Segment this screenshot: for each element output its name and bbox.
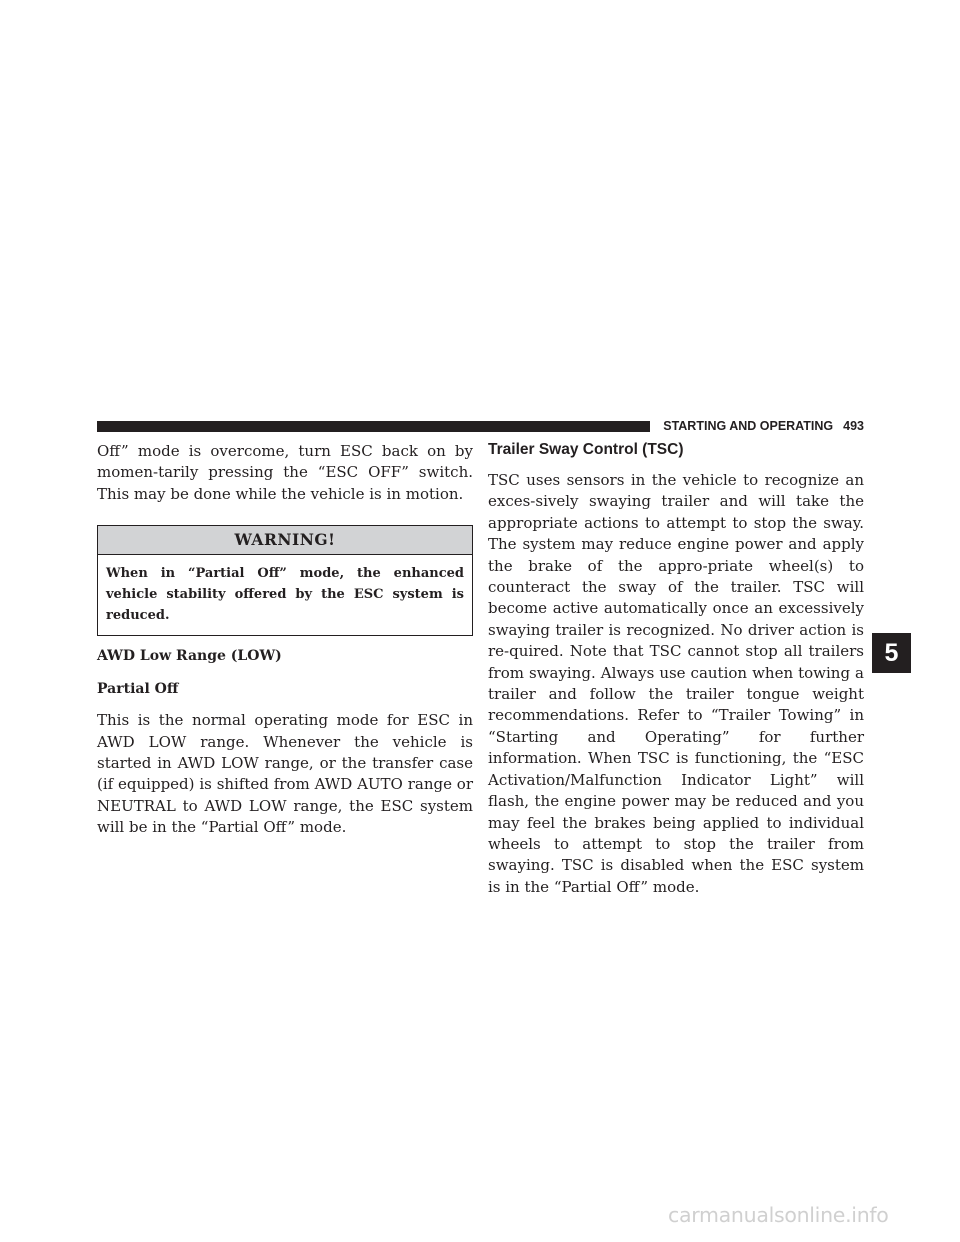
intro-paragraph: Off” mode is overcome, turn ESC back on by momen-tarily pressing the “ESC OFF” switch. This may be done while the vehicle is in motion. [97, 442, 473, 503]
header-rule [97, 421, 650, 432]
running-header [660, 418, 864, 434]
warning-box [97, 525, 473, 636]
warning-title: WARNING! [98, 526, 472, 555]
section-name: STARTING AND OPERATING [663, 419, 834, 433]
subheading-partial-off: Partial Off [97, 681, 179, 698]
right-column [488, 441, 864, 898]
subheading-awd-low-range: AWD Low Range (LOW) [97, 648, 282, 665]
left-column [97, 441, 473, 839]
page-number: 493 [843, 419, 864, 433]
warning-text: When in “Partial Off” mode, the enhanced vehicle stability offered by the ESC system is reduced. [106, 566, 464, 624]
tsc-paragraph: TSC uses sensors in the vehicle to recognize an exces-sively swaying trailer and will take the appropriate actions to attempt to stop the sway. The system may reduce engine power and apply the brake of the appro-priate wheel(s) to counteract the sway of the trailer. TSC will become active automatically once an excessively swaying trailer is recognized. No driver action is re-quired. Note that TSC cannot stop all trailers from swaying. Always use caution when towing a trailer and follow the trailer tongue weight recommendations. Refer to “Trailer Towing” in “Starting and Operating” for further information. When TSC is functioning, the “ESC Activation/Malfunction Indicator Light” will flash, the engine power may be reduced and you may feel the brakes being applied to individual wheels to attempt to stop the trailer from swaying. TSC is disabled when the ESC system is in the “Partial Off” mode. [488, 471, 864, 896]
partial-off-paragraph: This is the normal operating mode for ESC in AWD LOW range. Whenever the vehicle is started in AWD LOW range, or the transfer case (if equipped) is shifted from AWD AUTO range or NEUTRAL to AWD LOW range, the ESC system will be in the “Partial Off” mode. [97, 711, 473, 837]
watermark: carmanualsonline.info [668, 1203, 889, 1227]
section-title: Trailer Sway Control (TSC) [488, 441, 684, 458]
chapter-tab: 5 [872, 633, 911, 673]
